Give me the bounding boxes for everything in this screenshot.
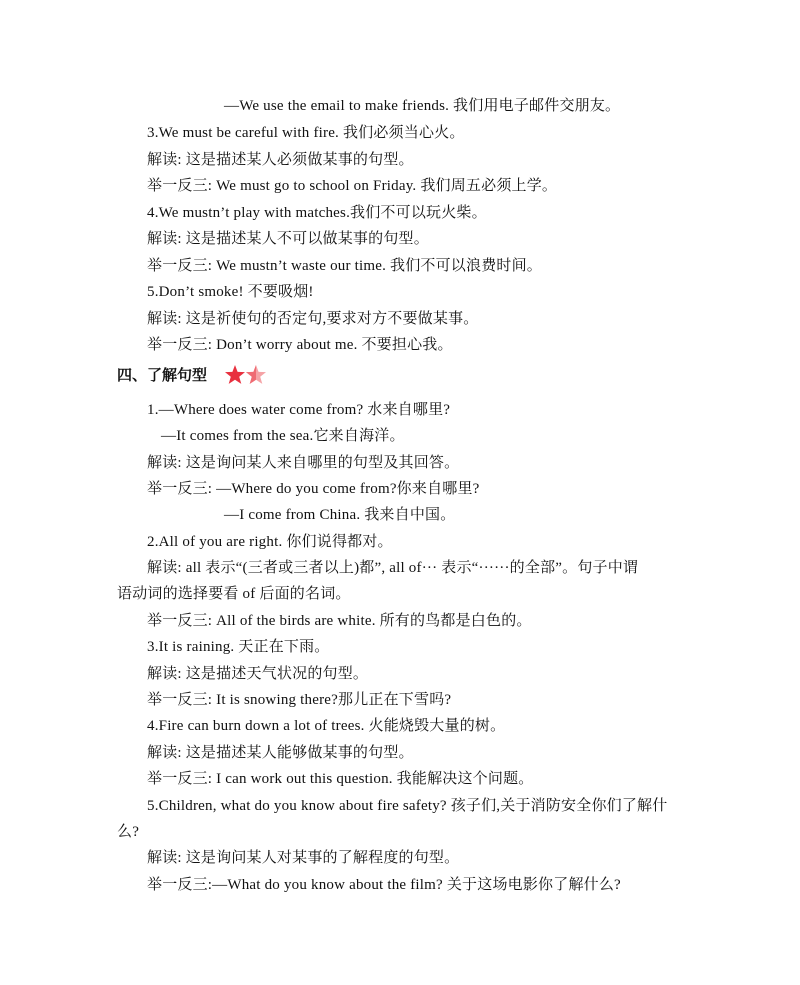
practice-line: 举一反三: We must go to school on Friday. 我们周五必须上学。 bbox=[147, 178, 558, 194]
sentence-3: 3.We must be careful with fire. 我们必须当心火。 bbox=[147, 125, 465, 141]
practice-line: 举一反三: —Where do you come from?你来自哪里? bbox=[147, 481, 480, 497]
explanation-line: 解读: 这是描述某人必须做某事的句型。 bbox=[147, 152, 414, 168]
explanation-line: 解读: all 表示“(三者或三者以上)都”, all of··· 表示“······的全部”。句子中谓 bbox=[147, 560, 639, 576]
explanation-line: 解读: 这是询问某人来自哪里的句型及其回答。 bbox=[147, 455, 460, 471]
sentence-3: 3.It is raining. 天正在下雨。 bbox=[147, 639, 330, 655]
section-heading: 四、了解句型 bbox=[117, 366, 208, 384]
example-answer-line: —We use the email to make friends. 我们用电子邮件交朋友。 bbox=[224, 98, 621, 114]
difficulty-stars-icon bbox=[224, 364, 270, 386]
example-answer-line: —I come from China. 我来自中国。 bbox=[224, 507, 456, 523]
sentence-4: 4.We mustn’t play with matches.我们不可以玩火柴。 bbox=[147, 205, 487, 221]
practice-line: 举一反三: All of the birds are white. 所有的鸟都是白色的。 bbox=[147, 613, 532, 629]
sentence-continuation: 么? bbox=[117, 824, 140, 840]
practice-line: 举一反三: We mustn’t waste our time. 我们不可以浪费时间。 bbox=[147, 258, 543, 274]
explanation-line: 解读: 这是描述某人不可以做某事的句型。 bbox=[147, 231, 429, 247]
example-answer-line: —It comes from the sea.它来自海洋。 bbox=[161, 428, 405, 444]
explanation-line: 解读: 这是询问某人对某事的了解程度的句型。 bbox=[147, 850, 460, 866]
practice-line: 举一反三: It is snowing there?那儿正在下雪吗? bbox=[147, 692, 452, 708]
explanation-line: 解读: 这是描述某人能够做某事的句型。 bbox=[147, 745, 414, 761]
sentence-4: 4.Fire can burn down a lot of trees. 火能烧毁大量的树。 bbox=[147, 718, 506, 734]
explanation-line: 解读: 这是描述天气状况的句型。 bbox=[147, 666, 369, 682]
explanation-continuation: 语动词的选择要看 of 后面的名词。 bbox=[117, 586, 351, 602]
sentence-1: 1.—Where does water come from? 水来自哪里? bbox=[147, 402, 451, 418]
sentence-5: 5.Children, what do you know about fire safety? 孩子们,关于消防安全你们了解什 bbox=[147, 798, 668, 814]
star-half-fill bbox=[246, 365, 256, 384]
practice-line: 举一反三: I can work out this question. 我能解决这个问题。 bbox=[147, 771, 534, 787]
sentence-2: 2.All of you are right. 你们说得都对。 bbox=[147, 534, 393, 550]
practice-line: 举一反三: Don’t worry about me. 不要担心我。 bbox=[147, 337, 453, 353]
explanation-line: 解读: 这是祈使句的否定句,要求对方不要做某事。 bbox=[147, 311, 479, 327]
star-filled-icon bbox=[225, 365, 245, 384]
practice-line: 举一反三:—What do you know about the film? 关于这场电影你了解什么? bbox=[147, 877, 621, 893]
sentence-5: 5.Don’t smoke! 不要吸烟! bbox=[147, 284, 314, 300]
